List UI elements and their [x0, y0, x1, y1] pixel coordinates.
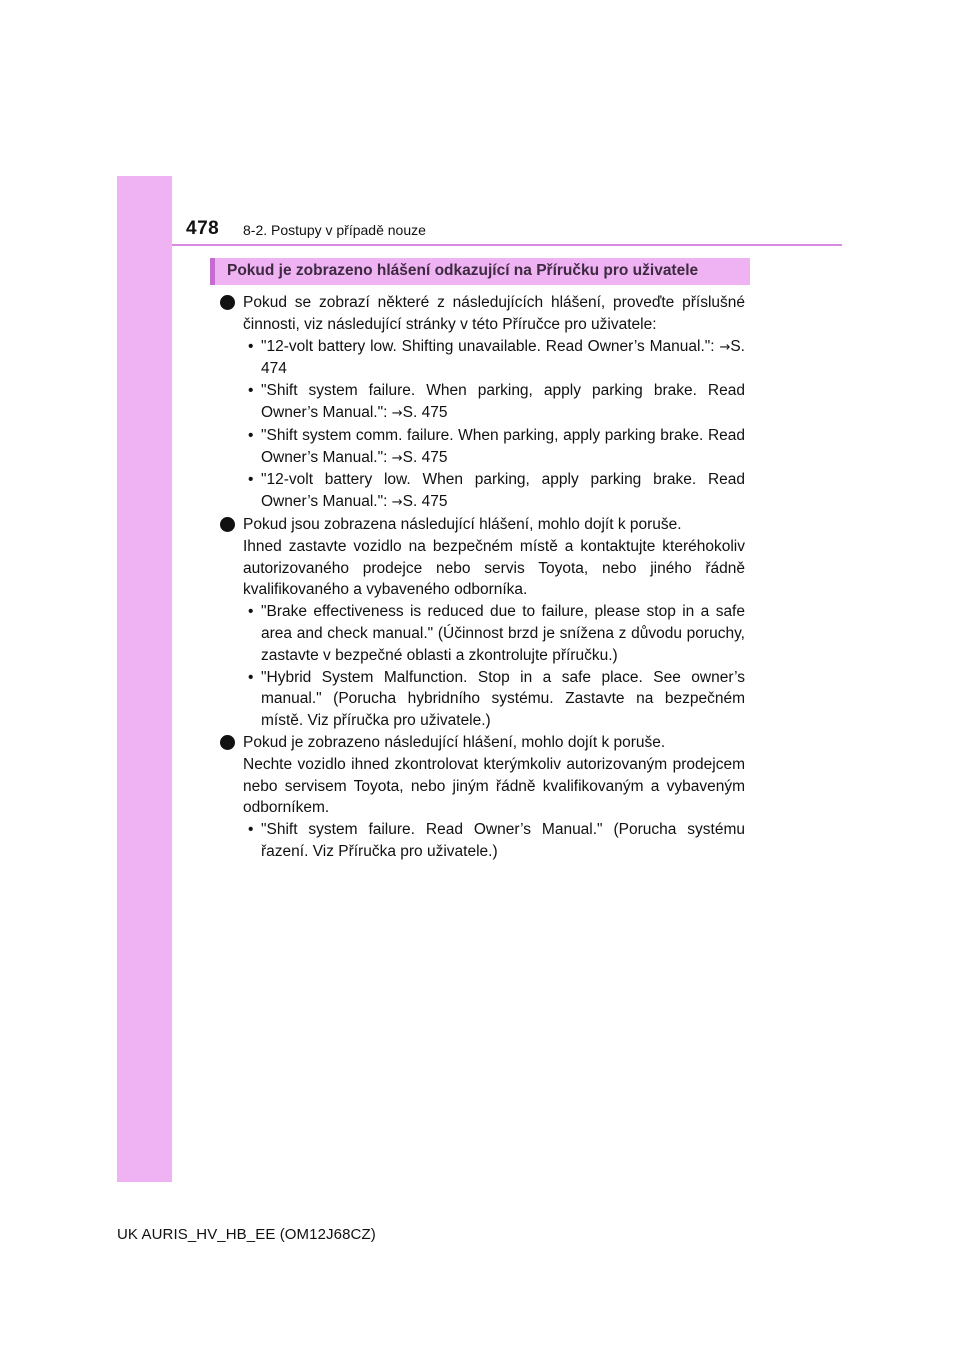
paragraph: Pokud jsou zobrazena následující hlášení, mohlo dojít k poruše.: [243, 515, 682, 533]
page-reference: S. 474: [261, 337, 745, 378]
header-divider: [172, 244, 842, 246]
list-item: [245, 425, 745, 470]
bullet-block-1: [220, 292, 745, 514]
paragraph: Pokud je zobrazeno následující hlášení, mohlo dojít k poruše.: [243, 733, 666, 751]
arrow-icon: →: [391, 405, 403, 421]
paragraph: Ihned zastavte vozidlo na bezpečném místě a kontaktujte kteréhokoliv autorizovaného prodejce nebo servis Toyota, nebo jiného řádně kvalifikovaného a vybaveného odborníka.: [243, 537, 745, 599]
bullet-block-2: [220, 514, 745, 732]
arrow-icon: →: [391, 450, 403, 466]
list-item-text: "Hybrid System Malfunction. Stop in a safe place. See owner’s manual." (Porucha hybridního systému. Zastavte na bezpečném místě. Viz příručka pro uživatele.): [261, 668, 745, 730]
footer-model-code: UK AURIS_HV_HB_EE (OM12J68CZ): [117, 1226, 376, 1243]
bullet-block-3: [220, 732, 745, 863]
list-item: [245, 336, 745, 381]
sub-bullet-icon: •: [248, 382, 254, 400]
paragraph: Nechte vozidlo ihned zkontrolovat kterýmkoliv autorizovaným prodejcem nebo servisem Toyota, nebo jiným řádně kvalifikovaným a vybaveným odborníkem.: [243, 755, 745, 817]
sub-bullet-icon: •: [248, 426, 254, 444]
list-item: [245, 667, 745, 732]
list-item-text: "Shift system comm. failure. When parking, apply parking brake. Read Owner’s Manual.":: [261, 426, 745, 466]
bullet-icon: [220, 295, 235, 310]
list-item-text: "Shift system failure. Read Owner’s Manual." (Porucha systému řazení. Viz Příručka pro uživatele.): [261, 821, 745, 860]
arrow-icon: →: [719, 339, 731, 355]
list-item: [245, 469, 745, 514]
bullet-icon: [220, 517, 235, 532]
sub-bullet-icon: •: [248, 821, 254, 839]
sub-bullet-icon: •: [248, 471, 254, 489]
paragraph: Pokud se zobrazí některé z následujících hlášení, proveďte příslušné činnosti, viz následující stránky v této Příručce pro uživatele:: [243, 294, 745, 333]
list-item-text: "Shift system failure. When parking, apply parking brake. Read Owner’s Manual.":: [261, 382, 745, 421]
side-color-band: [117, 176, 172, 1182]
page-reference: S. 475: [402, 493, 448, 511]
list-item-text: "12-volt battery low. Shifting unavailable. Read Owner’s Manual.":: [261, 337, 720, 355]
page-reference: S. 475: [402, 448, 448, 466]
arrow-icon: →: [391, 495, 403, 511]
section-heading: Pokud je zobrazeno hlášení odkazující na Příručku pro uživatele: [227, 262, 699, 279]
sub-bullet-icon: •: [248, 603, 254, 621]
list-item: [245, 380, 745, 425]
list-item-text: "Brake effectiveness is reduced due to failure, please stop in a safe area and check manual." (Účinnost brzd je snížena z důvodu poruchy, zastavte v bezpečné oblasti a zkontrolujte příručku.): [261, 603, 745, 664]
list-item: [245, 819, 745, 863]
page-reference: S. 475: [402, 403, 448, 421]
list-item-text: "12-volt battery low. When parking, apply parking brake. Read Owner’s Manual.":: [261, 471, 745, 511]
list-item: [245, 601, 745, 666]
page-number: 478: [186, 218, 220, 239]
sub-bullet-icon: •: [248, 668, 254, 686]
bullet-icon: [220, 735, 235, 750]
sub-bullet-icon: •: [248, 337, 254, 355]
section-heading-box: [210, 258, 750, 285]
section-title: 8-2. Postupy v případě nouze: [243, 222, 426, 238]
content-body: [220, 292, 745, 863]
